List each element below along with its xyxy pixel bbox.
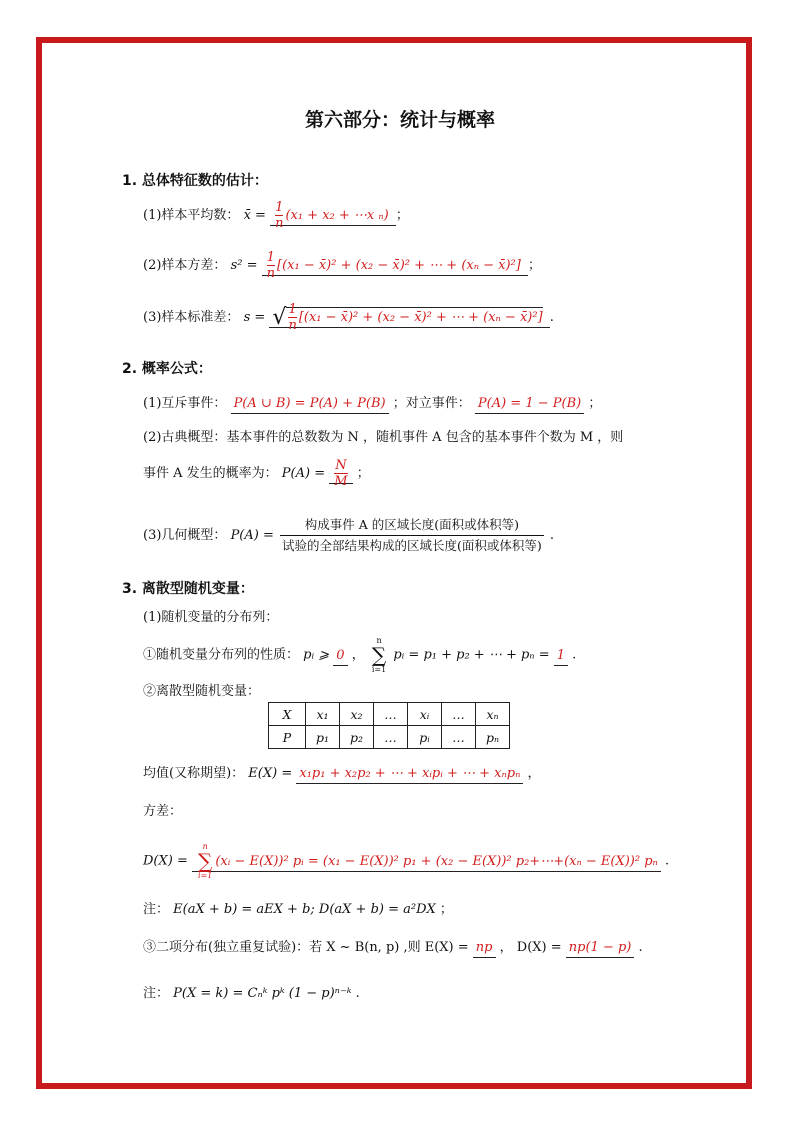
frac-denominator: 试验的全部结果构成的区域长度(面积或体积等) — [280, 535, 544, 556]
section-heading-2: 2. 概率公式： — [122, 361, 212, 377]
sample-variance-lhs: s² = — [230, 258, 258, 273]
variance-line — [143, 842, 669, 880]
sample-mean-lhs: x̄ = — [243, 208, 266, 223]
property-answer-1: 0 — [333, 648, 347, 666]
sigma-icon — [372, 636, 386, 674]
property-label: ①随机变量分布列的性质： — [143, 647, 300, 663]
section-heading-3: 3. 离散型随机变量： — [122, 581, 254, 597]
table-cell: x₂ — [340, 703, 374, 726]
sample-std-lhs: s = — [243, 310, 266, 325]
distribution-property-line — [143, 636, 576, 674]
mutex-formula: P(A ∪ B) = P(A) + P(B) — [231, 396, 389, 414]
table-cell: … — [374, 726, 408, 749]
expectation-line — [143, 762, 541, 781]
mutex-end: ； — [588, 396, 602, 411]
sample-mean-end: ； — [395, 208, 409, 223]
note-1-formula: E(aX + b) = aEX + b; D(aX + b) = a²DX — [173, 902, 436, 917]
table-cell: … — [374, 703, 408, 726]
geometric-fraction — [280, 515, 544, 556]
note-2-formula: P(X = k) = Cₙᵏ pᵏ (1 − p)ⁿ⁻ᵏ . — [173, 986, 360, 1001]
note-1-label: 注： — [143, 902, 170, 917]
sample-mean-label: (1)样本平均数： — [143, 208, 240, 223]
sigma-bottom: i=1 — [198, 871, 213, 880]
table-cell: xᵢ — [408, 703, 442, 726]
page-border — [36, 37, 752, 1089]
sample-mean-answer — [270, 200, 396, 231]
variance-end: . — [664, 853, 670, 869]
sigma-bottom: i=1 — [371, 665, 387, 674]
binomial-end: . — [638, 940, 643, 955]
binomial-line — [143, 936, 643, 955]
sigma-symbol: ∑ — [371, 643, 387, 667]
sample-variance-label: (2)样本方差： — [143, 258, 227, 273]
sigma-icon — [198, 842, 212, 880]
table-cell: X — [269, 703, 306, 726]
geometric-line — [143, 515, 554, 556]
sample-variance-formula: [(x₁ − x̄)² + (x₂ − x̄)² + ⋯ + (xₙ − x̄)²] — [277, 258, 521, 273]
variance-lhs: D(X) = — [143, 853, 188, 869]
sample-std-label: (3)样本标准差： — [143, 310, 240, 325]
expectation-end: ， — [527, 766, 541, 781]
classic-line-2 — [143, 458, 370, 489]
sigma-symbol: ∑ — [198, 849, 213, 873]
table-cell: pₙ — [476, 726, 510, 749]
sample-mean-line — [143, 200, 409, 231]
property-formula-1: pᵢ ⩾ — [303, 647, 330, 663]
sample-mean-formula: (x₁ + x₂ + ⋯x ₙ) — [285, 208, 389, 223]
geometric-lhs: P(A) = — [230, 528, 274, 543]
table-cell: P — [269, 726, 306, 749]
note-1-line — [143, 898, 453, 917]
geometric-end: . — [549, 528, 555, 543]
table-row — [269, 703, 510, 726]
expectation-formula: x₁p₁ + x₂p₂ + ⋯ + xᵢpᵢ + ⋯ + xₙpₙ — [296, 766, 523, 784]
property-answer-2: 1 — [554, 648, 568, 666]
discrete-label: ②离散型随机变量： — [143, 684, 261, 699]
classic-end: ； — [356, 466, 370, 481]
distribution-table — [268, 702, 510, 749]
sigma-top: n — [376, 636, 382, 645]
sample-std-end: . — [549, 310, 554, 325]
note-1-end: ； — [439, 902, 453, 917]
property-end: . — [572, 647, 577, 663]
sqrt-icon: √ — [272, 305, 287, 330]
sample-std-answer — [269, 302, 549, 333]
frac-numerator: 1 — [275, 200, 284, 215]
sample-mean-fraction — [275, 200, 283, 231]
sample-variance-answer — [262, 250, 528, 281]
page-title: 第六部分：统计与概率 — [304, 109, 495, 131]
property-separator: ， — [351, 647, 365, 663]
classic-answer — [329, 458, 352, 489]
frac-denominator: M — [334, 474, 348, 489]
table-cell: xₙ — [476, 703, 510, 726]
classic-label: 事件 A 发生的概率为： — [143, 466, 278, 481]
binomial-variance: np(1 − p) — [566, 940, 635, 958]
note-2-label: 注： — [143, 986, 170, 1001]
variance-label: 方差： — [143, 804, 183, 819]
sample-std-formula: [(x₁ − x̄)² + (x₂ − x̄)² + ⋯ + (xₙ − x̄)²] — [298, 310, 543, 325]
mutex-event-line — [143, 392, 601, 411]
binomial-mean: np — [473, 940, 496, 958]
sample-variance-fraction — [267, 250, 275, 281]
mutex-label: (1)互斥事件： — [143, 396, 227, 411]
sample-variance-end: ； — [527, 258, 541, 273]
classic-fraction — [334, 458, 347, 489]
table-cell: p₂ — [340, 726, 374, 749]
sample-std-line — [143, 302, 554, 333]
table-cell: p₁ — [306, 726, 340, 749]
frac-numerator: 1 — [266, 250, 275, 265]
table-cell: … — [442, 703, 476, 726]
table-row — [269, 726, 510, 749]
variance-answer — [192, 842, 661, 880]
frac-denominator: n — [266, 266, 275, 281]
opposite-label: ；对立事件： — [392, 396, 471, 411]
distribution-label: (1)随机变量的分布列： — [143, 610, 279, 625]
table-cell: … — [442, 726, 476, 749]
note-2-line — [143, 982, 360, 1001]
frac-numerator: N — [335, 458, 347, 473]
frac-denominator: n — [288, 318, 297, 333]
geometric-label: (3)几何概型： — [143, 528, 227, 543]
table-cell: x₁ — [306, 703, 340, 726]
expectation-label: 均值(又称期望)： — [143, 766, 245, 781]
table-cell: pᵢ — [408, 726, 442, 749]
property-formula-2: pᵢ = p₁ + p₂ + ⋯ + pₙ = — [393, 647, 550, 663]
section-heading-1: 1. 总体特征数的估计： — [122, 173, 268, 189]
binomial-label: ③二项分布(独立重复试验)：若 X ~ B(n, p) ,则 E(X) = — [143, 940, 469, 955]
sample-variance-line — [143, 250, 541, 281]
variance-formula: (xᵢ − E(X))² pᵢ = (x₁ − E(X))² p₁ + (x₂ − E(X))² p₂+⋯+(xₙ − E(X))² pₙ — [215, 853, 658, 869]
expectation-lhs: E(X) = — [248, 766, 293, 781]
frac-denominator: n — [275, 216, 284, 231]
frac-numerator: 构成事件 A 的区域长度(面积或体积等) — [304, 517, 520, 532]
opposite-formula: P(A) = 1 − P(B) — [475, 396, 584, 414]
sample-std-fraction — [288, 302, 296, 333]
sigma-top: n — [202, 842, 208, 851]
frac-numerator: 1 — [288, 302, 297, 317]
binomial-separator: ， D(X) = — [499, 940, 562, 955]
classic-line-1: (2)古典概型：基本事件的总数数为 N ，随机事件 A 包含的基本事件个数为 M ，则 — [143, 430, 624, 445]
classic-lhs: P(A) = — [281, 466, 326, 481]
